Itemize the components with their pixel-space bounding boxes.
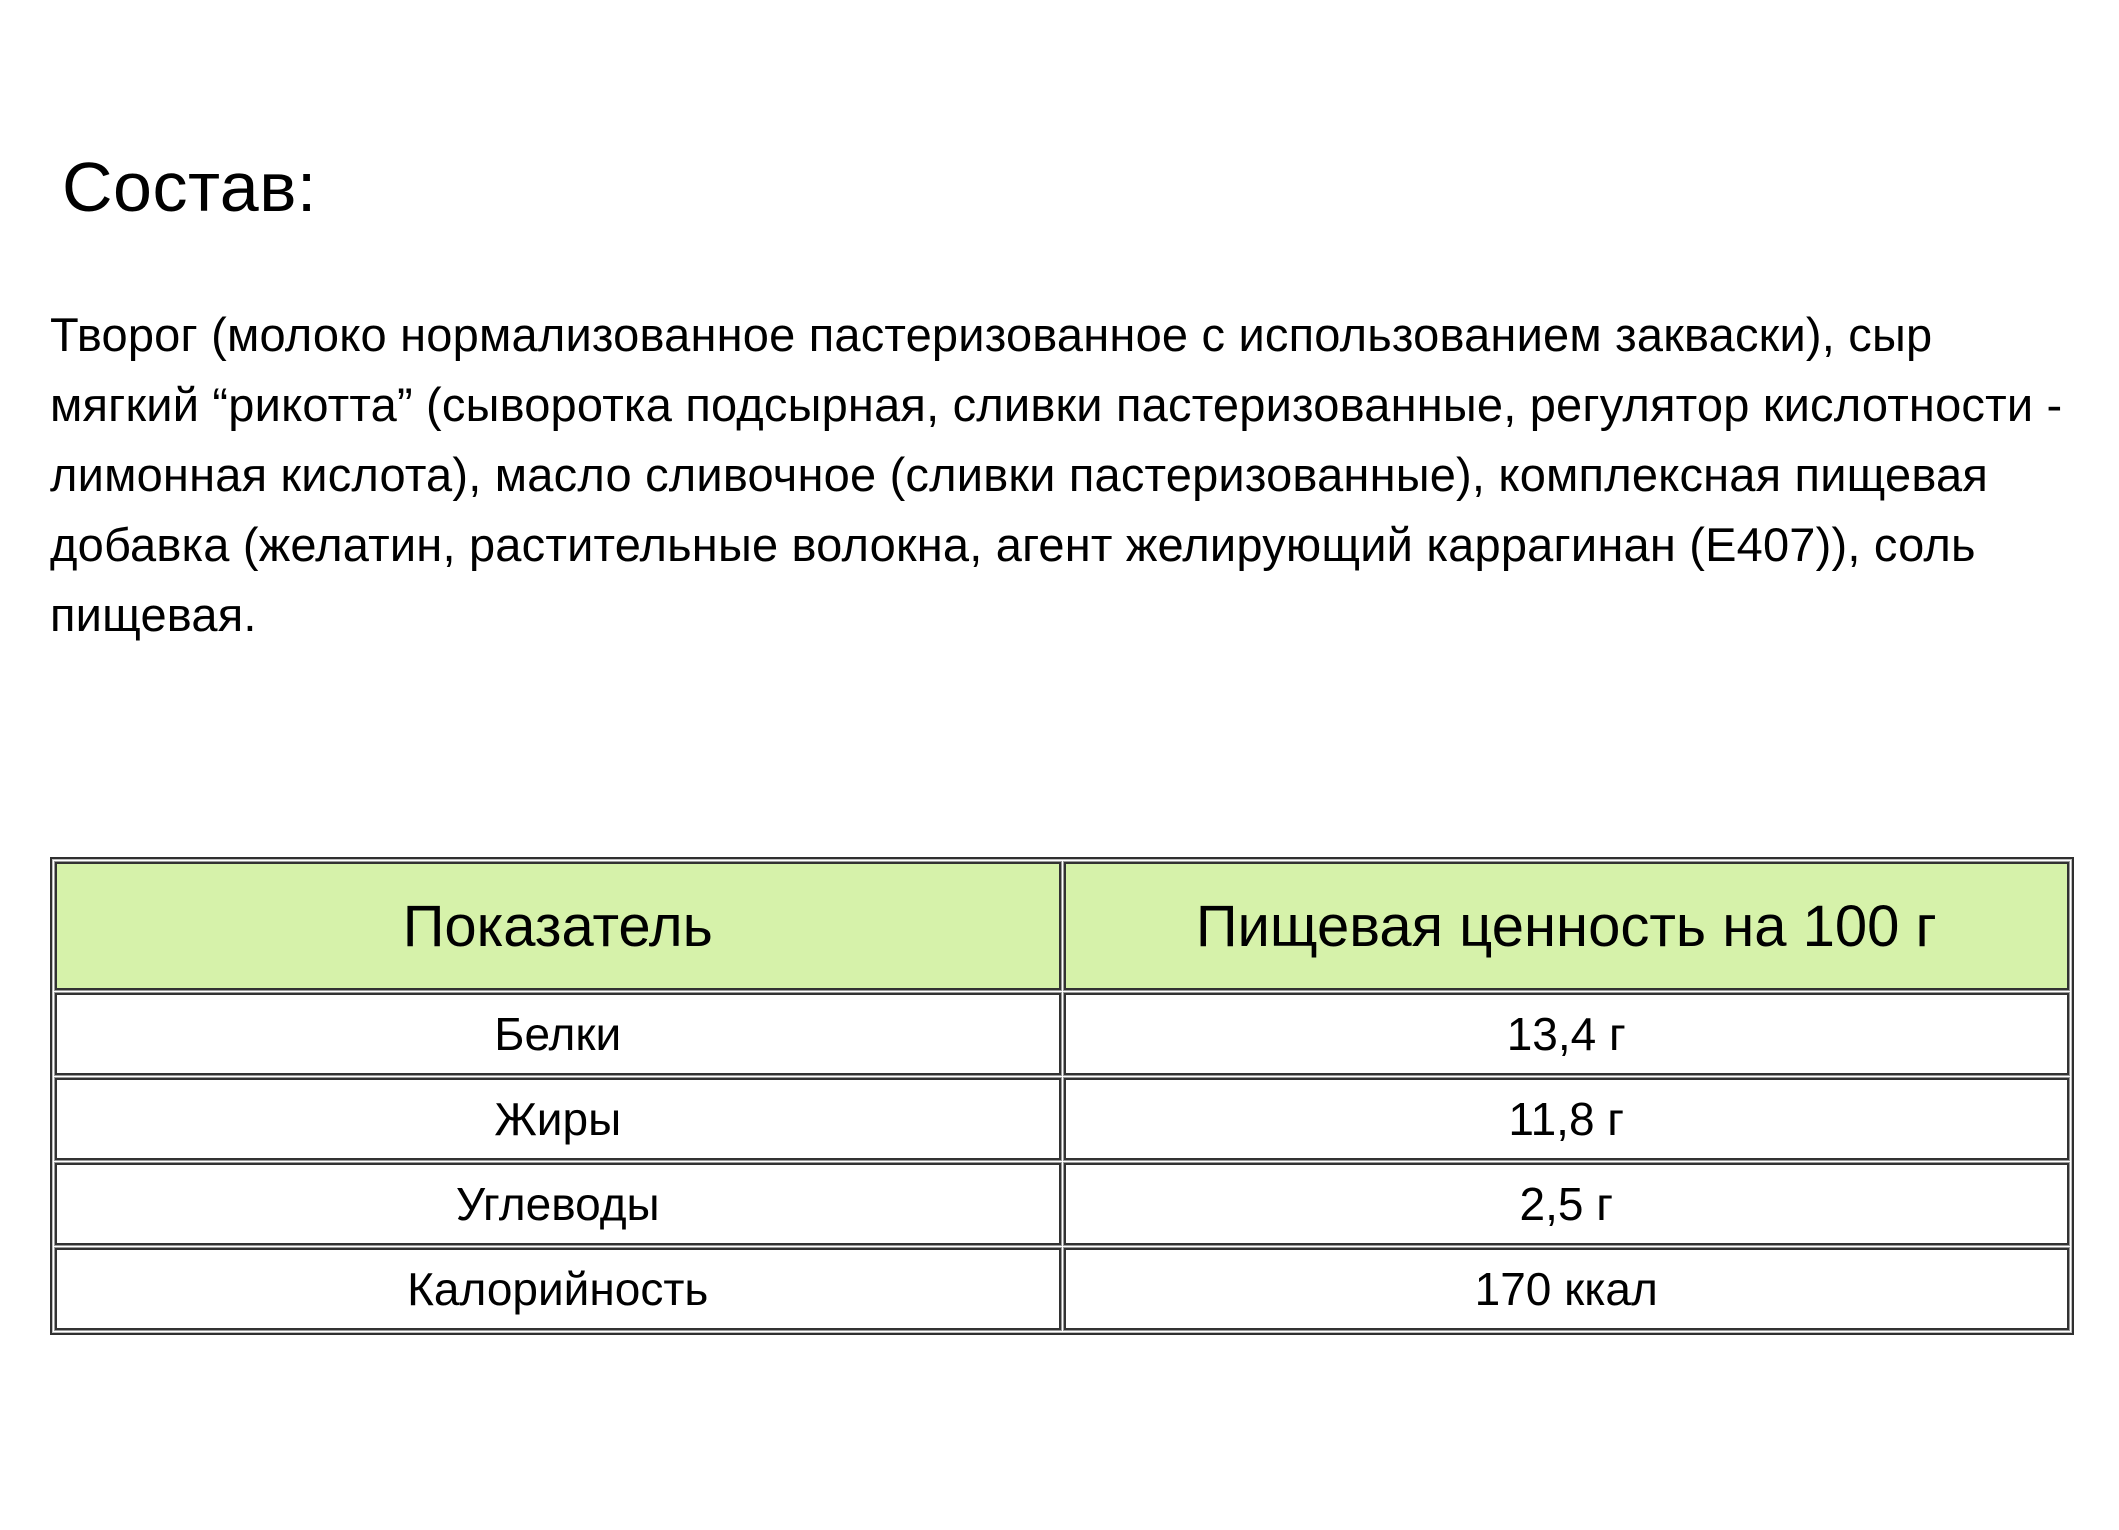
header-cell-nutrition-value: Пищевая ценность на 100 г	[1064, 862, 2070, 990]
row-label: Калорийность	[55, 1248, 1061, 1330]
table-row-fats	[55, 1078, 2069, 1160]
row-label: Углеводы	[55, 1163, 1061, 1245]
nutrition-table	[50, 857, 2074, 1335]
table-row-carbohydrates	[55, 1163, 2069, 1245]
row-label: Белки	[55, 993, 1061, 1075]
header-cell-indicator: Показатель	[55, 862, 1061, 990]
table-row-calories	[55, 1248, 2069, 1330]
row-value: 13,4 г	[1064, 993, 2070, 1075]
table-header-row	[55, 862, 2069, 990]
row-label: Жиры	[55, 1078, 1061, 1160]
page-title: Состав:	[62, 148, 317, 226]
ingredients-paragraph: Творог (молоко нормализованное пастеризованное с использованием закваски), сыр мягкий “рикотта” (сыворотка подсырная, сливки пастеризованные, регулятор кислотности - лимонная кислота), масло сливочное (сливки пастеризованные), комплексная пищевая добавка (желатин, растительные волокна, агент желирующий каррагинан (Е407)), соль пищевая.	[50, 308, 2063, 641]
table-row-proteins	[55, 993, 2069, 1075]
row-value: 170 ккал	[1064, 1248, 2070, 1330]
row-value: 11,8 г	[1064, 1078, 2070, 1160]
row-value: 2,5 г	[1064, 1163, 2070, 1245]
